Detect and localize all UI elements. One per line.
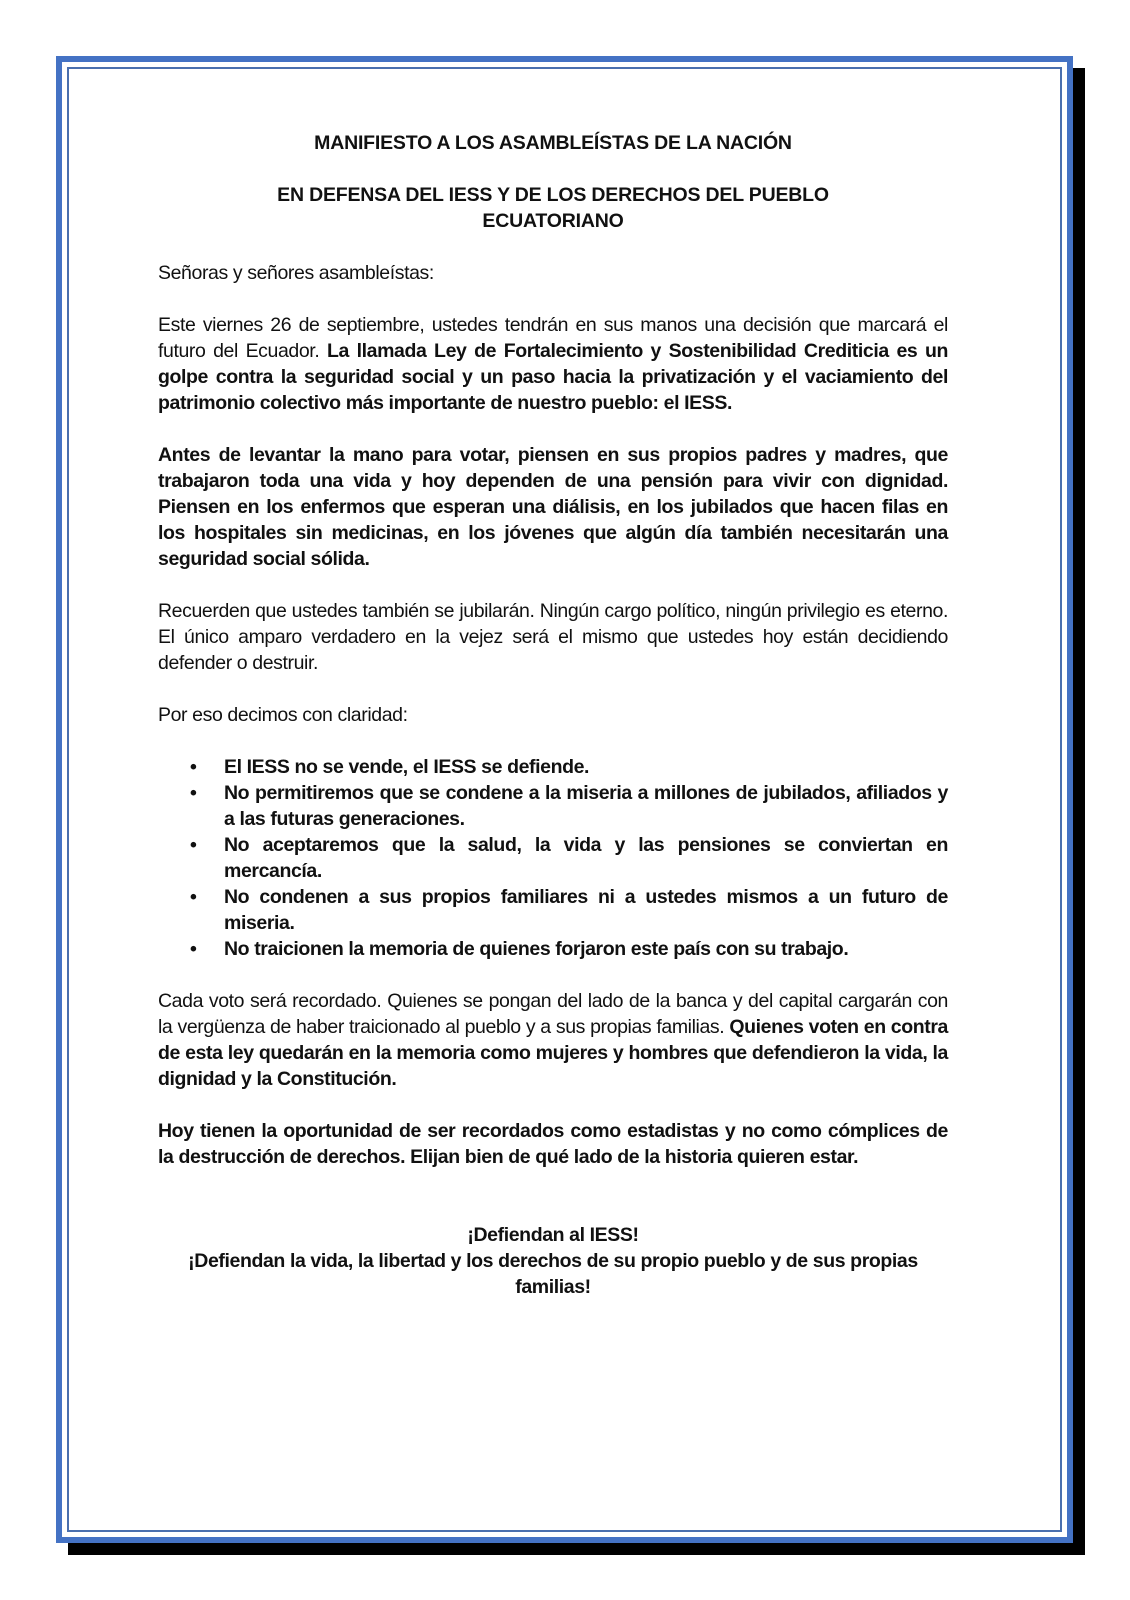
list-item-text: El IESS no se vende, el IESS se defiende. [224,756,590,778]
list-item-text: No permitiremos que se condene a la miseria a millones de jubilados, afiliados y a las futuras generaciones. [224,782,948,830]
paragraph-5 [158,988,948,1092]
bullet-icon: • [190,834,197,856]
list-item [190,780,948,832]
document-subtitle: EN DEFENSA DEL IESS Y DE LOS DERECHOS DEL PUEBLO ECUATORIANO [277,184,829,232]
paragraph-1-bold: La llamada Ley de Fortalecimiento y Sostenibilidad Crediticia es un golpe contra la seguridad social y un paso hacia la privatización y el vaciamiento del patrimonio colectivo más importante de nuestro pueblo: el IESS. [158,340,948,414]
paragraph-2-bold: Antes de levantar la mano para votar, piensen en sus propios padres y madres, que trabajaron toda una vida y hoy dependen de una pensión para vivir con dignidad. Piensen en los enfermos que esperan una diálisis, en los jubilados que hacen filas en los hospitales sin medicinas, en los jóvenes que algún día también necesitarán una seguridad social sólida. [158,444,948,570]
list-item [190,884,948,936]
list-item [190,832,948,884]
paragraph-1 [158,312,948,416]
bullet-icon: • [190,938,197,960]
list-item-text: No traicionen la memoria de quienes forjaron este país con su trabajo. [224,938,849,960]
list-item-text: No condenen a sus propios familiares ni a ustedes mismos a un futuro de miseria. [224,886,948,934]
paragraph-5-bold: Quienes voten en contra de esta ley quedarán en la memoria como mujeres y hombres que defendieron la vida, la dignidad y la Constitución. [158,1016,949,1090]
list-item-text: No aceptaremos que la salud, la vida y las pensiones se conviertan en mercancía. [224,834,948,882]
paragraph-1-normal: Este viernes 26 de septiembre, ustedes tendrán en sus manos una decisión que marcará el futuro del Ecuador. [158,314,948,362]
paragraph-2 [158,442,948,572]
paragraph-4: Por eso decimos con claridad: [158,704,408,726]
list-item [190,754,948,780]
paragraph-6 [158,1118,948,1170]
closing [158,1222,948,1300]
bullet-icon: • [190,886,197,908]
paragraph-6-bold: Hoy tienen la oportunidad de ser recordados como estadistas y no como cómplices de la destrucción de derechos. Elijan bien de qué lado de la historia quieren estar. [158,1120,948,1168]
bullet-icon: • [190,782,197,804]
list-item [190,936,948,962]
demands-list [158,754,948,962]
paragraph-5-normal: Cada voto será recordado. Quienes se pongan del lado de la banca y del capital cargarán con la vergüenza de haber traicionado al pueblo y a sus propias familias. [158,990,948,1038]
document-title: MANIFIESTO A LOS ASAMBLEÍSTAS DE LA NACIÓN [314,132,792,154]
paragraph-3: Recuerden que ustedes también se jubilarán. Ningún cargo político, ningún privilegio es eterno. El único amparo verdadero en la vejez será el mismo que ustedes hoy están decidiendo defender o destruir. [158,600,948,674]
document-body [158,130,948,1300]
salutation: Señoras y señores asambleístas: [158,262,434,284]
bullet-icon: • [190,756,197,778]
closing-line-2: ¡Defiendan la vida, la libertad y los derechos de su propio pueblo y de sus propias familias! [188,1250,918,1298]
closing-line-1: ¡Defiendan al IESS! [467,1224,639,1246]
